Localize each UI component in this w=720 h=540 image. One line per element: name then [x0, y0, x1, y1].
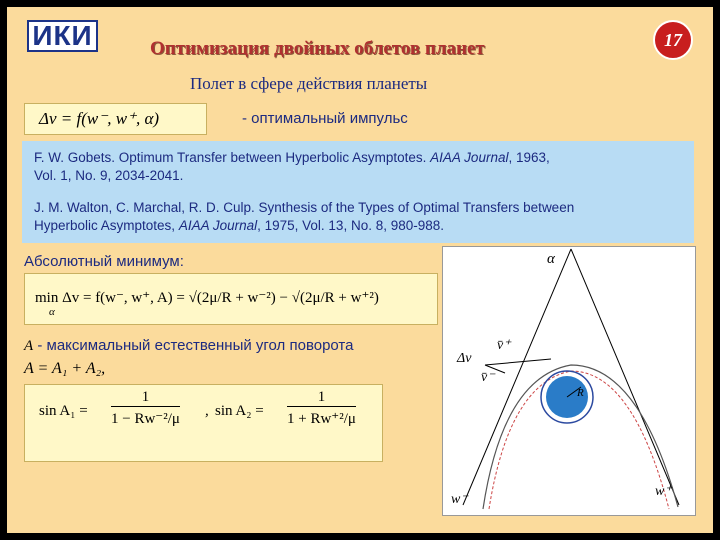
impulse-label: - оптимальный импульс [242, 110, 408, 127]
formula-separator: , [205, 403, 209, 419]
delta-v-label: Δv [457, 351, 472, 366]
alpha-label: α [547, 251, 555, 267]
sin-a1-label: sin A₁ = [39, 403, 88, 419]
sin-a2-label: sin A₂ = [215, 403, 264, 419]
page-number-badge: 17 [653, 20, 693, 60]
reference-2: J. M. Walton, C. Marchal, R. D. Culp. Synthesis of the Types of Optimal Transfers between Hyperbolic Asymptotes, AIAA Journal, 1975, Vol. 13, No. 8, 980-988. [34, 200, 575, 233]
sin-a2-fraction: $\frac{1}{\text{1 + Rw⁺²/μ}}$ [287, 389, 356, 427]
v-plus-label: v̄⁺ [497, 338, 511, 353]
absolute-minimum-label: Абсолютный минимум: [24, 253, 184, 270]
sin-a1-fraction: $\frac{1}{\text{1 − Rw⁻²/μ}}$ [111, 389, 180, 427]
slide-subtitle: Полет в сфере действия планеты [190, 74, 428, 93]
rotation-sum: A = A₁ + A₂, [24, 360, 106, 377]
sin-formula-box [24, 384, 383, 462]
slide-title: Оптимизация двойных облетов планет [150, 38, 485, 59]
min-subscript: α [49, 306, 55, 318]
impulse-formula: Δv = f(w⁻, w⁺, α) [39, 109, 160, 128]
reference-1: F. W. Gobets. Optimum Transfer between Hyperbolic Asymptotes. AIAA Journal, 1963, Vol. 1, No. 9, 2034-2041. [34, 150, 550, 183]
rotation-label: A - максимальный естественный угол поворота [24, 337, 354, 354]
v-minus-label: v̄⁻ [481, 370, 495, 385]
w-plus-label: w⁺ [655, 484, 672, 499]
iki-logo: ИКИ [27, 20, 98, 52]
flyby-diagram [442, 246, 696, 516]
w-minus-label: w⁻ [451, 492, 468, 507]
references-box [22, 141, 694, 243]
impulse-formula-box [24, 103, 207, 135]
radius-label: R [577, 387, 584, 399]
absolute-minimum-formula: min Δv = f(w⁻, w⁺, A) = √(2μ/R + w⁻²) − √(2μ/R + w⁺²) [35, 290, 379, 306]
absolute-minimum-formula-box [24, 273, 438, 325]
